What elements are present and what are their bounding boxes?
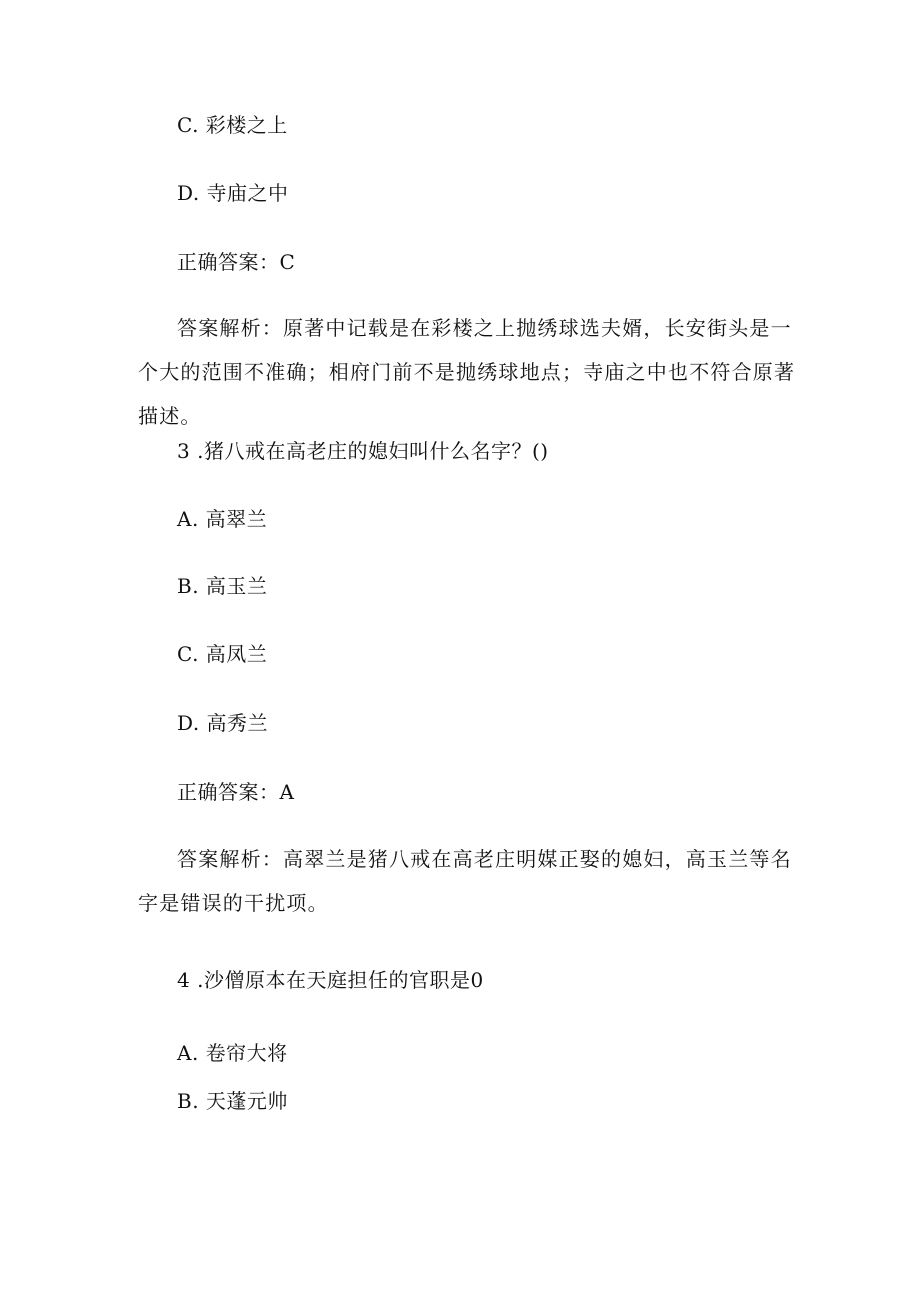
q2-option-d: D. 寺庙之中: [177, 181, 289, 205]
q3-answer: 正确答案：A: [177, 780, 295, 804]
q2-answer: 正确答案：C: [177, 250, 296, 274]
q2-explanation: 答案解析：原著中记载是在彩楼之上抛绣球选夫婿，长安街头是一个大的范围不准确；相府门前不是抛绣球地点；寺庙之中也不符合原著描述。: [138, 316, 796, 428]
q4-question: 4 .沙僧原本在天庭担任的官职是0: [177, 968, 484, 992]
q4-option-a: A. 卷帘大将: [177, 1041, 288, 1065]
q3-question: 3 .猪八戒在高老庄的媳妇叫什么名字？(): [177, 439, 549, 463]
q3-explanation: 答案解析：高翠兰是猪八戒在高老庄明媒正娶的媳妇，高玉兰等名字是错误的干扰项。: [138, 847, 792, 915]
q3-option-c: C. 高凤兰: [177, 642, 268, 666]
q3-option-a: A. 高翠兰: [177, 507, 268, 531]
q3-option-d: D. 高秀兰: [177, 711, 269, 735]
q2-option-c: C. 彩楼之上: [177, 113, 288, 137]
q4-option-b: B. 天蓬元帅: [177, 1089, 288, 1113]
q3-option-b: B. 高玉兰: [177, 574, 268, 598]
